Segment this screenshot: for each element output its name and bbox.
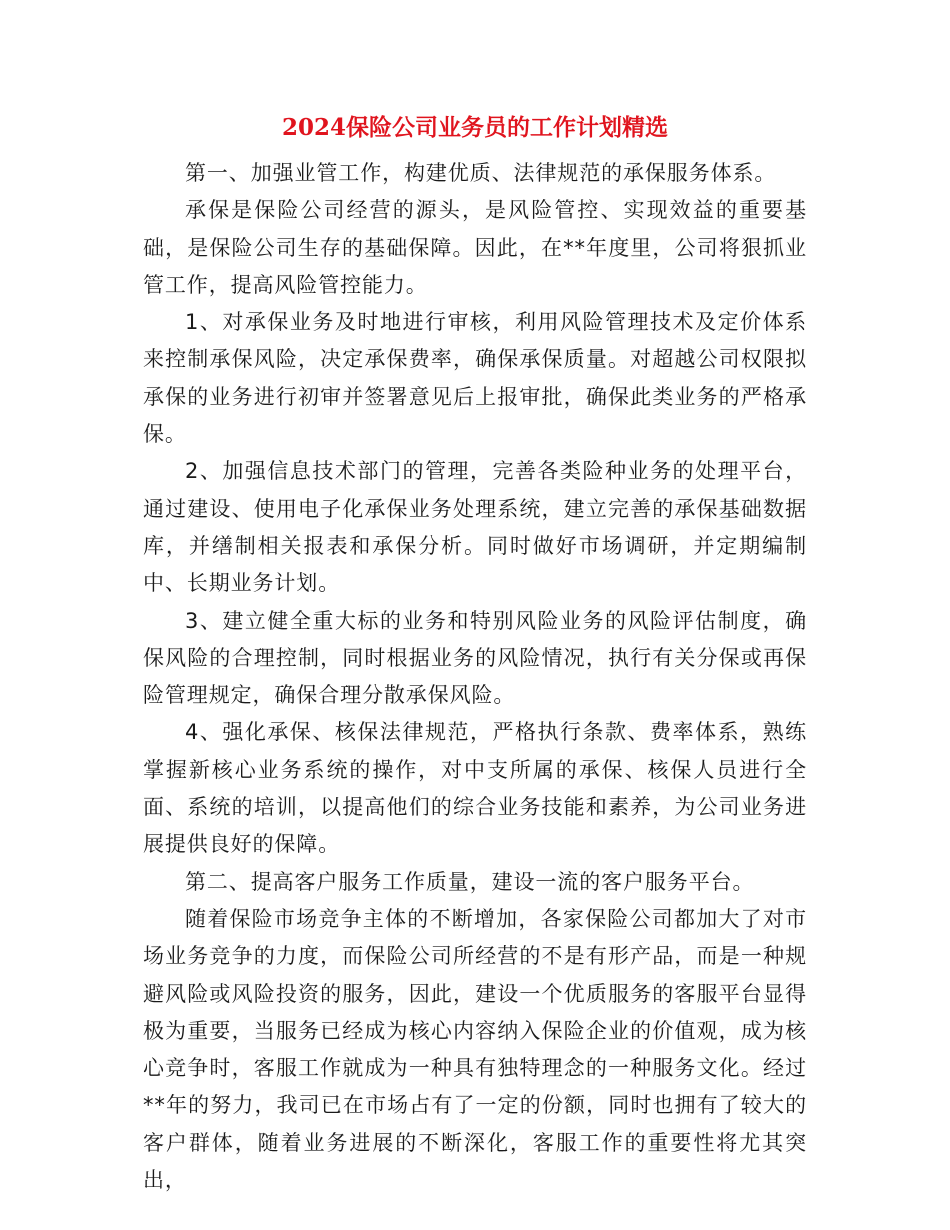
paragraph-customer-service: 随着保险市场竞争主体的不断增加，各家保险公司都加大了对市场业务竞争的力度，而保险公司所经营的不是有形产品，而是一种规避风险或风险投资的服务，因此，建设一个优质服务的客服平台显得极为重要，当服务已经成为核心内容纳入保险企业的价值观，成为核心竞争时，客服工作就成为一种具有独特理念的一种服务文化。经过**年的努力，我司已在市场占有了一定的份额，同时也拥有了较大的客户群体，随着业务进展的不断深化，客服工作的重要性将尤其突出，	[143, 906, 807, 1193]
paragraph-section-two-heading: 第二、提高客户服务工作质量，建设一流的客户服务平台。	[185, 869, 755, 894]
paragraph-section-one-heading: 第一、加强业管工作，构建优质、法律规范的承保服务体系。	[185, 161, 777, 185]
paragraph-item-2: 2、加强信息技术部门的管理，完善各类险种业务的处理平台，通过建设、使用电子化承保业务处理系统，建立完善的承保基础数据库，并缮制相关报表和承保分析。同时做好市场调研，并定期编制中、长期业务计划。	[143, 459, 807, 596]
document-title: 2024保险公司业务员的工作计划精选	[281, 114, 668, 141]
paragraph-item-4: 4、强化承保、核保法律规范，严格执行条款、费率体系，熟练掌握新核心业务系统的操作，对中支所属的承保、核保人员进行全面、系统的培训，以提高他们的综合业务技能和素养，为公司业务进展提供良好的保障。	[143, 720, 807, 857]
document-body	[143, 155, 807, 1199]
paragraph-item-3: 3、建立健全重大标的业务和特别风险业务的风险评估制度，确保风险的合理控制，同时根据业务的风险情况，执行有关分保或再保险管理规定，确保合理分散承保风险。	[143, 608, 807, 708]
paragraph-item-1: 1、对承保业务及时地进行审核，利用风险管理技术及定价体系来控制承保风险，决定承保费率，确保承保质量。对超越公司权限拟承保的业务进行初审并签署意见后上报审批，确保此类业务的严格承保。	[143, 310, 807, 447]
paragraph-underwriting-intro: 承保是保险公司经营的源头，是风险管控、实现效益的重要基础，是保险公司生存的基础保障。因此，在**年度里，公司将狠抓业管工作，提高风险管控能力。	[143, 198, 807, 297]
